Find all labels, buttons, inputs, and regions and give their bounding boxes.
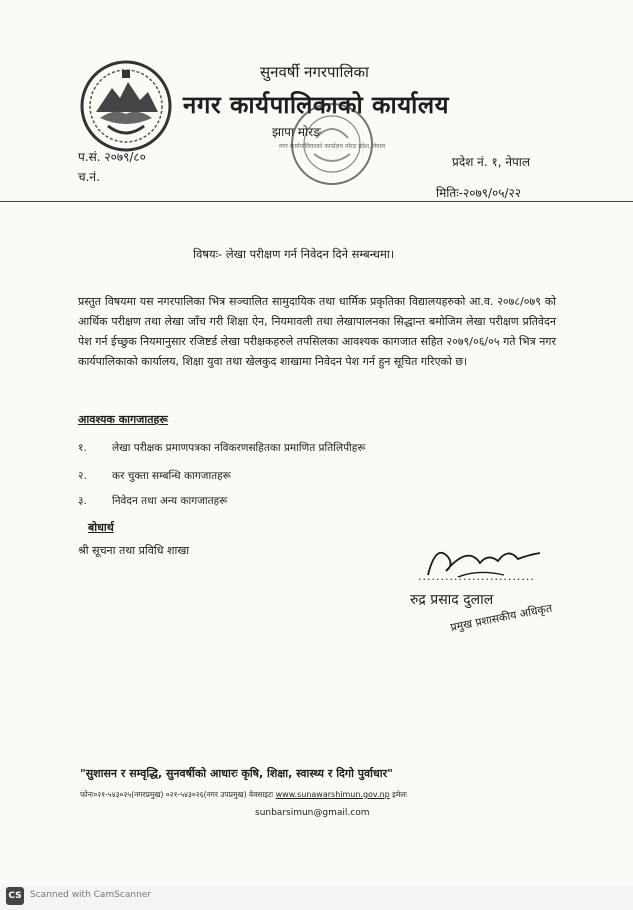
cc-recipient: श्री सूचना तथा प्रविधि शाखा <box>78 544 190 557</box>
letter-body: प्रस्तुत विषयमा यस नगरपालिका भित्र सञ्चालित सामुदायिक तथा धार्मिक प्रकृतिका विद्यालयहरुको आ.व. २०७८/०७९ को आर्थिक परीक्षण तथा लेखा जाँच गरी शिक्षा ऐन, नियमावली तथा लेखापालनका सिद्धान्त बमोजिम लेखा परीक्षण प्रतिवेदन पेश गर्न ईच्छुक नियमानुसार रजिष्टर्ड लेखा परीक्षकहरुले तपसिलका आवश्यक कागजात सहित २०७९/०६/०५ गते भित्र नगर कार्यपालिकाको कार्यालय, शिक्षा युवा तथा खेलकुद शाखामा निवेदन पेश गर्न हुन सूचित गरिएको छ। <box>78 295 556 368</box>
cc-heading: बोधार्थ <box>88 521 114 534</box>
province-label: प्रदेश नं. १, नेपाल <box>452 155 531 169</box>
signature-line: .......................... <box>418 570 535 583</box>
letter-date: मितिः-२०७९/०५/२२ <box>436 186 521 200</box>
stamp-text: नगर कार्यपालिकाको कार्यालय मोरङ प्रदेश, नेपाल <box>278 143 386 150</box>
reference-number: प.सं. २०७९/८० <box>78 150 146 164</box>
municipality-name: सुनवर्षी नगरपालिका <box>260 63 369 81</box>
office-location: झापा मोरङ <box>272 125 321 139</box>
dispatch-number: च.नं. <box>78 170 100 184</box>
signer-designation: प्रमुख प्रशासकीय अधिकृत <box>449 601 554 635</box>
requirement-number: १. <box>78 442 87 454</box>
requirement-number: २. <box>78 470 87 482</box>
requirement-number: ३. <box>78 495 87 507</box>
footer-motto: "सुशासन र सम्वृद्धि, सुनवर्षीको आधारः कृषि, शिक्षा, स्वास्थ्य र दिगो पुर्वाधार" <box>80 767 393 780</box>
office-stamp <box>278 98 386 190</box>
office-title: नगर कार्यपालिकाको कार्यालय <box>183 91 450 119</box>
camscanner-logo: CS <box>6 887 24 905</box>
requirement-item <box>78 441 366 455</box>
footer-contact <box>80 790 407 800</box>
footer-website-link[interactable]: www.sunawarshimun.gov.np <box>275 790 390 799</box>
scanner-watermark-text: Scanned with CamScanner <box>30 890 152 900</box>
requirement-text: कर चुक्ता सम्बन्धि कागजातहरू <box>112 470 231 482</box>
requirement-item <box>78 494 227 508</box>
header-divider <box>0 201 633 202</box>
requirement-text: निवेदन तथा अन्य कागजातहरू <box>112 495 228 507</box>
requirement-item <box>78 469 231 483</box>
nepal-emblem-icon <box>78 58 174 154</box>
letter-subject: विषयः- लेखा परीक्षण गर्न निवेदन दिने सम्बन्धमा। <box>193 247 395 261</box>
footer-phone: फोनः०२१-५४३०२५(नगरप्रमुख) ०२१-५४३०२६(नगर उपप्रमुख) वेवसाइटः <box>80 790 274 799</box>
signer-name: रुद्र प्रसाद दुलाल <box>410 592 494 608</box>
footer-email-label: इमेलः <box>392 790 407 799</box>
requirement-text: लेखा परीक्षक प्रमाणपत्रका नविकरणसहितका प्रमाणित प्रतिलिपीहरू <box>112 442 366 454</box>
requirements-heading: आवश्यक कागजातहरू <box>78 413 168 426</box>
footer-email[interactable]: sunbarsimun@gmail.com <box>255 808 370 818</box>
